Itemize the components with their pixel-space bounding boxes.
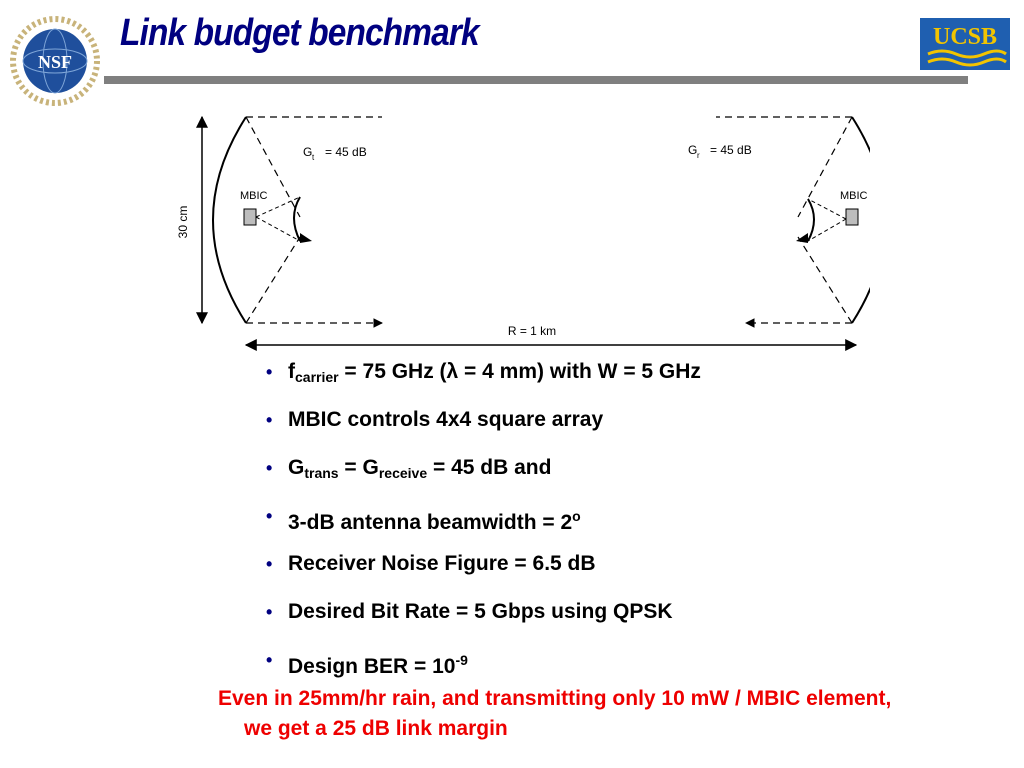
tx-gain-label [303, 145, 367, 162]
bullet-dot: • [266, 554, 273, 574]
page-title: Link budget benchmark [120, 12, 479, 54]
bullet-beamwidth: • 3-dB antenna beamwidth = $2^o$ [264, 496, 701, 544]
svg-text:r: r [697, 151, 700, 160]
tx-subreflector [294, 197, 300, 241]
bullet-array-control: • MBIC controls 4x4 square array [264, 400, 701, 448]
note-line-2: we get a 25 dB link margin [244, 717, 508, 740]
rx-mbic-label: MBIC [840, 190, 868, 202]
ucsb-logo-text: UCSB [932, 24, 998, 50]
bullet-carrier-frequency: • $f_{carrier} = 75$ GHz (λ = 4 mm) with W = 5 GHz [264, 352, 701, 400]
tx-reflector [213, 117, 246, 323]
rx-mbic-chip [846, 209, 858, 225]
title-divider [104, 76, 968, 84]
bullet-dot: • [266, 602, 273, 622]
nsf-logo [10, 16, 100, 106]
bullet-design-ber: • Design BER = $10^{-9}$ [264, 640, 701, 688]
distance-label: R = 1 km [507, 324, 557, 338]
tx-mbic-chip [244, 209, 256, 225]
svg-text:= 45 dB: = 45 dB [710, 143, 752, 157]
nsf-logo-text: NSF [37, 52, 73, 72]
bullet-bit-rate: • Desired Bit Rate = 5 Gbps using QPSK [264, 592, 701, 640]
svg-text:G: G [688, 143, 698, 157]
bullet-antenna-gain: • $G_{trans} = G_{receive} = 45$ dB and [264, 448, 701, 496]
bullet-dot: • [266, 506, 273, 526]
rx-subreflector [808, 199, 814, 241]
svg-text:G: G [303, 145, 313, 159]
spec-bullet-list [264, 352, 701, 688]
link-margin-note [218, 684, 1008, 744]
rx-gain-label [688, 143, 752, 160]
bullet-noise-figure: • Receiver Noise Figure = 6.5 dB [264, 544, 701, 592]
bullet-dot: • [266, 650, 273, 670]
tx-mbic-label: MBIC [240, 190, 268, 202]
link-diagram [160, 105, 870, 355]
svg-text:t: t [312, 153, 315, 162]
bullet-dot: • [266, 362, 273, 382]
bullet-dot: • [266, 458, 273, 478]
bullet-dot: • [266, 410, 273, 430]
height-label: 30 cm [176, 205, 190, 239]
note-line-1: Even in 25mm/hr rain, and transmitting only 10 mW / MBIC element, [218, 687, 892, 710]
ucsb-logo [920, 18, 1010, 70]
svg-text:= 45 dB: = 45 dB [325, 145, 367, 159]
